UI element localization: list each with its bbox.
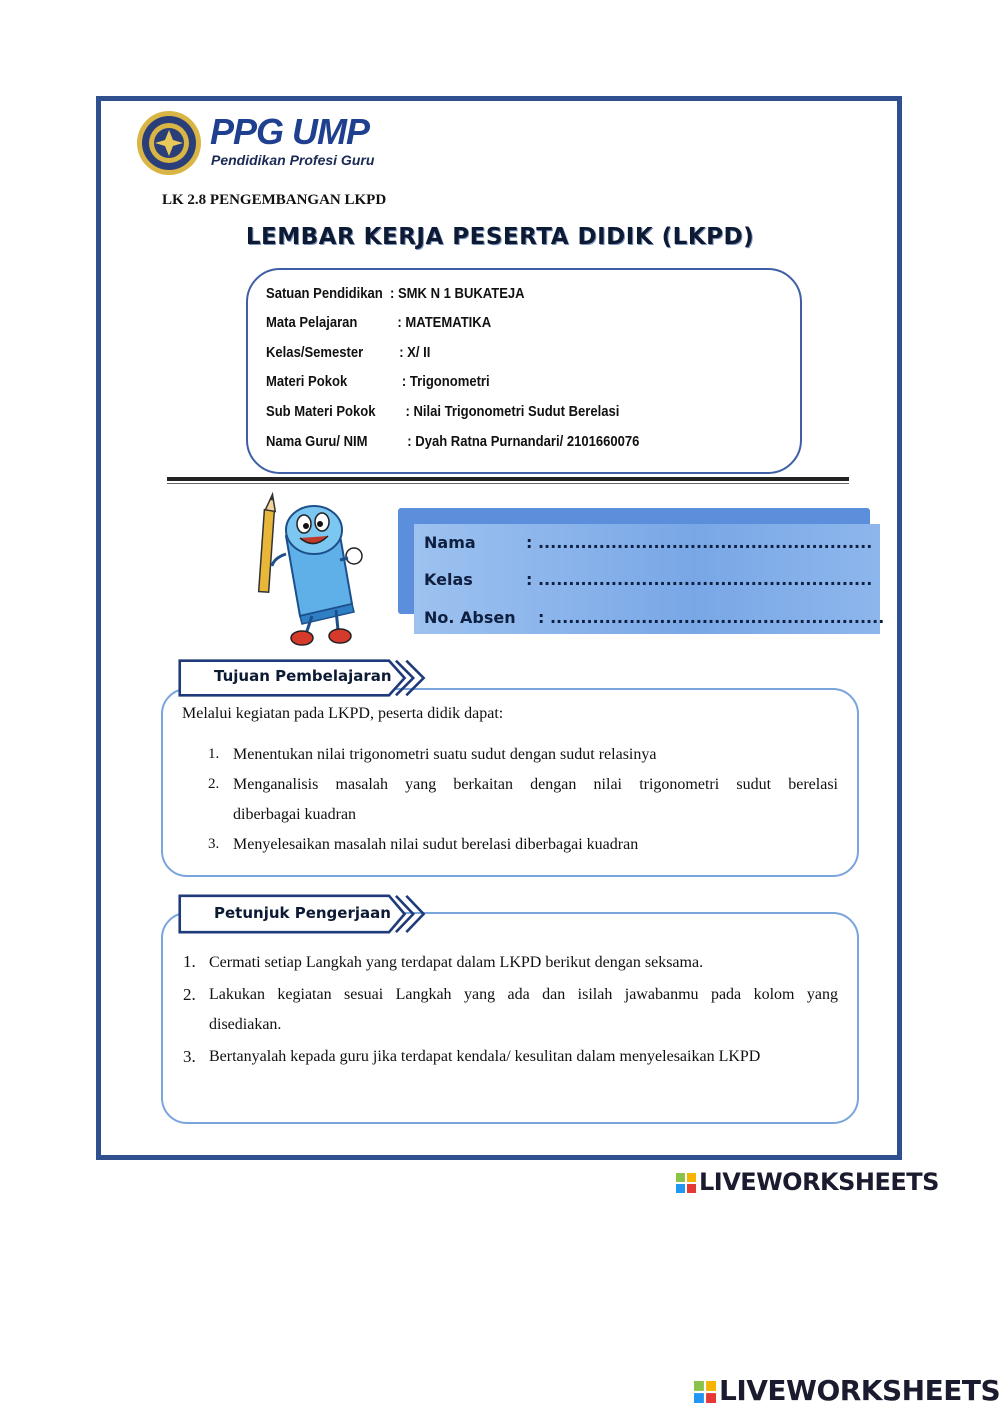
liveworksheets-text: LIVEWORKSHEETS bbox=[719, 1374, 1000, 1407]
list-item: Lakukan kegiatan sesuai Langkah yang ada dan isilah jawabanmu pada kolom yang bbox=[209, 986, 838, 1003]
list-item: Menentukan nilai trigonometri suatu sudut dengan sudut relasinya bbox=[233, 746, 657, 763]
divider bbox=[167, 477, 849, 481]
list-item-number: 1. bbox=[208, 746, 220, 762]
tujuan-title: Tujuan Pembelajaran bbox=[214, 667, 392, 685]
ump-seal-icon bbox=[136, 110, 202, 176]
info-row-guru bbox=[266, 434, 639, 450]
list-item-number: 2. bbox=[183, 985, 196, 1004]
info-row-submateri bbox=[266, 404, 619, 420]
info-label: Sub Materi Pokok bbox=[266, 404, 376, 420]
info-value: : SMK N 1 BUKATEJA bbox=[389, 286, 525, 302]
list-item-continuation: disediakan. bbox=[209, 1016, 282, 1033]
info-value: : Dyah Ratna Purnandari/ 2101660076 bbox=[407, 434, 640, 450]
info-row-kelas bbox=[266, 345, 430, 361]
student-class-field[interactable]: : ....................................................... bbox=[526, 570, 873, 589]
liveworksheets-logo-footer[interactable] bbox=[694, 1374, 1000, 1407]
list-item-number: 2. bbox=[208, 776, 220, 792]
liveworksheets-icon bbox=[676, 1173, 696, 1193]
tujuan-intro: Melalui kegiatan pada LKPD, peserta didik dapat: bbox=[182, 705, 504, 722]
list-item: Cermati setiap Langkah yang terdapat dalam LKPD berikut dengan seksama. bbox=[209, 954, 704, 971]
student-name-label: Nama bbox=[424, 533, 476, 552]
list-item-number: 3. bbox=[208, 836, 220, 852]
liveworksheets-icon bbox=[694, 1381, 716, 1403]
info-value: : Trigonometri bbox=[401, 374, 490, 390]
info-label: Kelas/Semester bbox=[266, 345, 364, 361]
list-item-number: 1. bbox=[183, 952, 196, 971]
list-item: Menganalisis masalah yang berkaitan dengan nilai trigonometri sudut berelasi bbox=[233, 776, 838, 793]
info-value: : X/ II bbox=[399, 345, 431, 361]
info-label: Nama Guru/ NIM bbox=[266, 434, 368, 450]
info-value: : Nilai Trigonometri Sudut Berelasi bbox=[405, 404, 620, 420]
info-value: : MATEMATIKA bbox=[397, 315, 492, 331]
page-title: LEMBAR KERJA PESERTA DIDIK (LKPD) bbox=[245, 224, 755, 250]
info-row-mapel bbox=[266, 315, 491, 331]
info-label: Satuan Pendidikan bbox=[266, 286, 383, 302]
liveworksheets-text: LIVEWORKSHEETS bbox=[699, 1168, 939, 1196]
lk-code: LK 2.8 PENGEMBANGAN LKPD bbox=[162, 192, 387, 208]
info-label: Mata Pelajaran bbox=[266, 315, 358, 331]
info-row-materi bbox=[266, 374, 490, 390]
petunjuk-title: Petunjuk Pengerjaan bbox=[214, 904, 391, 922]
list-item-continuation: diberbagai kuadran bbox=[233, 806, 357, 823]
student-name-field[interactable]: : ....................................................... bbox=[526, 533, 873, 552]
logo-subtitle: Pendidikan Profesi Guru bbox=[211, 152, 375, 168]
info-label: Materi Pokok bbox=[266, 374, 348, 390]
list-item-number: 3. bbox=[183, 1047, 196, 1066]
liveworksheets-logo bbox=[676, 1168, 939, 1196]
student-absen-field[interactable]: : ....................................................... bbox=[538, 608, 885, 627]
student-class-label: Kelas bbox=[424, 570, 473, 589]
logo-title: PPG UMP bbox=[210, 111, 370, 152]
list-item: Menyelesaikan masalah nilai sudut berelasi diberbagai kuadran bbox=[233, 836, 639, 853]
pencil-mascot-icon bbox=[256, 484, 374, 650]
list-item: Bertanyalah kepada guru jika terdapat kendala/ kesulitan dalam menyelesaikan LKPD bbox=[209, 1048, 761, 1065]
student-absen-label: No. Absen bbox=[424, 608, 516, 627]
info-row-satuan bbox=[266, 286, 525, 302]
